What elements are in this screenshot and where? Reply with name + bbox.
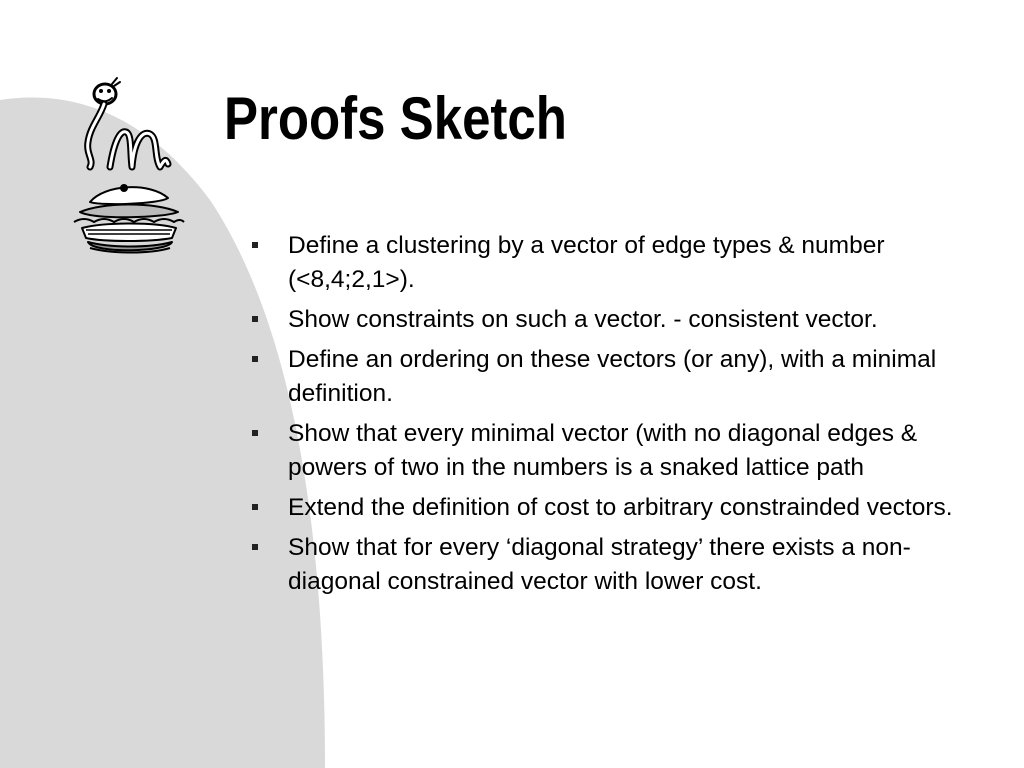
- bullet-text: Define a clustering by a vector of edge types & number (<8,4;2,1>).: [288, 232, 885, 293]
- bullet-item: [246, 491, 986, 525]
- bullet-text: Define an ordering on these vectors (or any), with a minimal definition.: [288, 346, 937, 407]
- bullet-text: Show that every minimal vector (with no diagonal edges & powers of two in the numbers is a snaked lattice path: [288, 420, 918, 481]
- bullet-square-icon: [252, 356, 258, 362]
- bullet-square-icon: [252, 544, 258, 550]
- bullet-item: [246, 417, 986, 485]
- bullet-item: [246, 343, 986, 411]
- bullet-item: [246, 229, 986, 297]
- slide-title: Proofs Sketch: [224, 85, 567, 152]
- bullet-text: Show constraints on such a vector. - consistent vector.: [288, 306, 878, 333]
- bullet-square-icon: [252, 430, 258, 436]
- bullet-text: Show that for every ‘diagonal strategy’ there exists a non-diagonal constrained vector with lower cost.: [288, 534, 911, 595]
- bullet-list: [246, 229, 986, 605]
- bullet-square-icon: [252, 242, 258, 248]
- bullet-text: Extend the definition of cost to arbitrary constrainded vectors.: [288, 494, 953, 521]
- bullet-item: [246, 303, 986, 337]
- bullet-square-icon: [252, 504, 258, 510]
- bullet-square-icon: [252, 316, 258, 322]
- bullet-item: [246, 531, 986, 599]
- logo-icon: [60, 72, 190, 257]
